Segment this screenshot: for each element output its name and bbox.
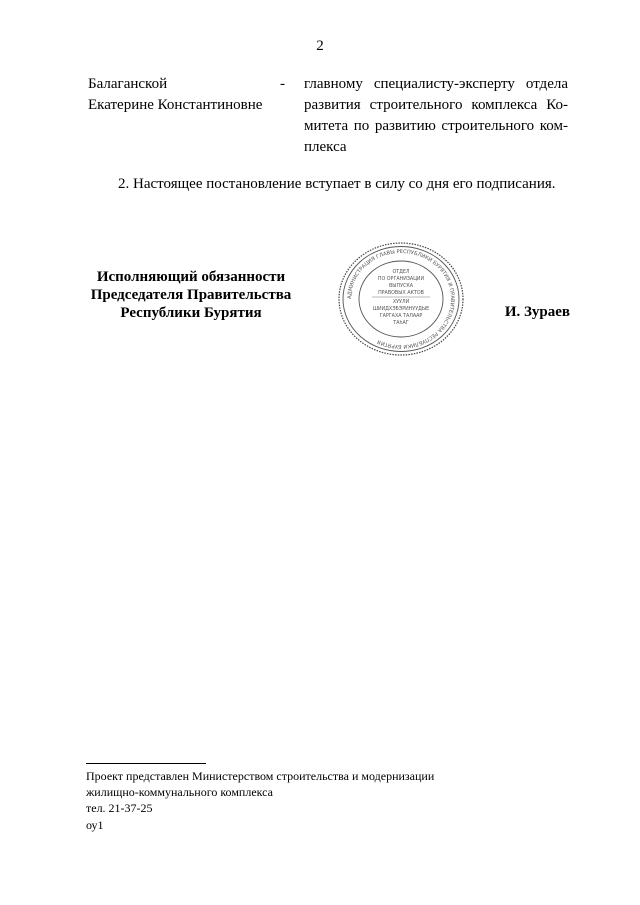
footnote-phone: тел. 21-37-25 [86, 801, 153, 815]
signer-title [80, 268, 302, 322]
seal-inner-line: ОТДЕЛ [392, 270, 410, 275]
footnote-line: жилищно-коммунального комплекса [86, 785, 273, 799]
signer-title-line: Председателя Правительства [90, 287, 292, 303]
seal-inner-line: ШИИДХЭБЭРИНУУДЫЕ [372, 307, 430, 312]
page-number: 2 [316, 38, 324, 54]
appointee-name [88, 74, 288, 116]
seal-ring-text: АДМИНИСТРАЦИЯ ГЛАВЫ РЕСПУБЛИКИ БУРЯТИЯ И ПРАВИТЕЛЬСТВА РЕСПУБЛИКИ БУРЯТИЯ [346, 248, 456, 350]
appointee-position [304, 74, 568, 158]
appointee-surname: Балаганской [88, 76, 168, 92]
clause-2: 2. Настоящее постановление вступает в силу со дня его подписания. [118, 176, 556, 192]
seal-inner-line: ВЫПУСКА [388, 284, 414, 289]
position-line: митета по развитию строительного ком- [304, 118, 568, 134]
signer-name: И. Зураев [504, 304, 570, 320]
seal-inner-line: ПРАВОВЫХ АКТОВ [378, 291, 424, 296]
appointee-given-names: Екатерине Константиновне [88, 97, 263, 113]
official-seal-stamp [336, 240, 466, 358]
signer-title-line: Республики Бурятия [120, 305, 262, 321]
position-line: главному специалисту-эксперту отдела [304, 76, 568, 92]
seal-inner-line: ХУУЛИ [392, 300, 410, 305]
seal-inner-line: ПО ОРГАНИЗАЦИИ [377, 277, 425, 282]
signer-title-line: Исполняющий обязанности [96, 269, 286, 285]
seal-inner-line: ТАһАГ [393, 321, 409, 326]
footnote [86, 768, 434, 816]
seal-inner-line: ГАРГАХА ТАЛААР [379, 314, 423, 319]
footnote-divider [86, 763, 206, 764]
footnote-line: Проект представлен Министерством строительства и модернизации [86, 769, 435, 783]
position-line: развития строительного комплекса Ко- [304, 97, 568, 113]
position-line: плекса [304, 139, 347, 155]
entry-dash: - [280, 76, 285, 92]
appointment-entry [88, 74, 568, 164]
document-code: оу1 [86, 818, 104, 832]
